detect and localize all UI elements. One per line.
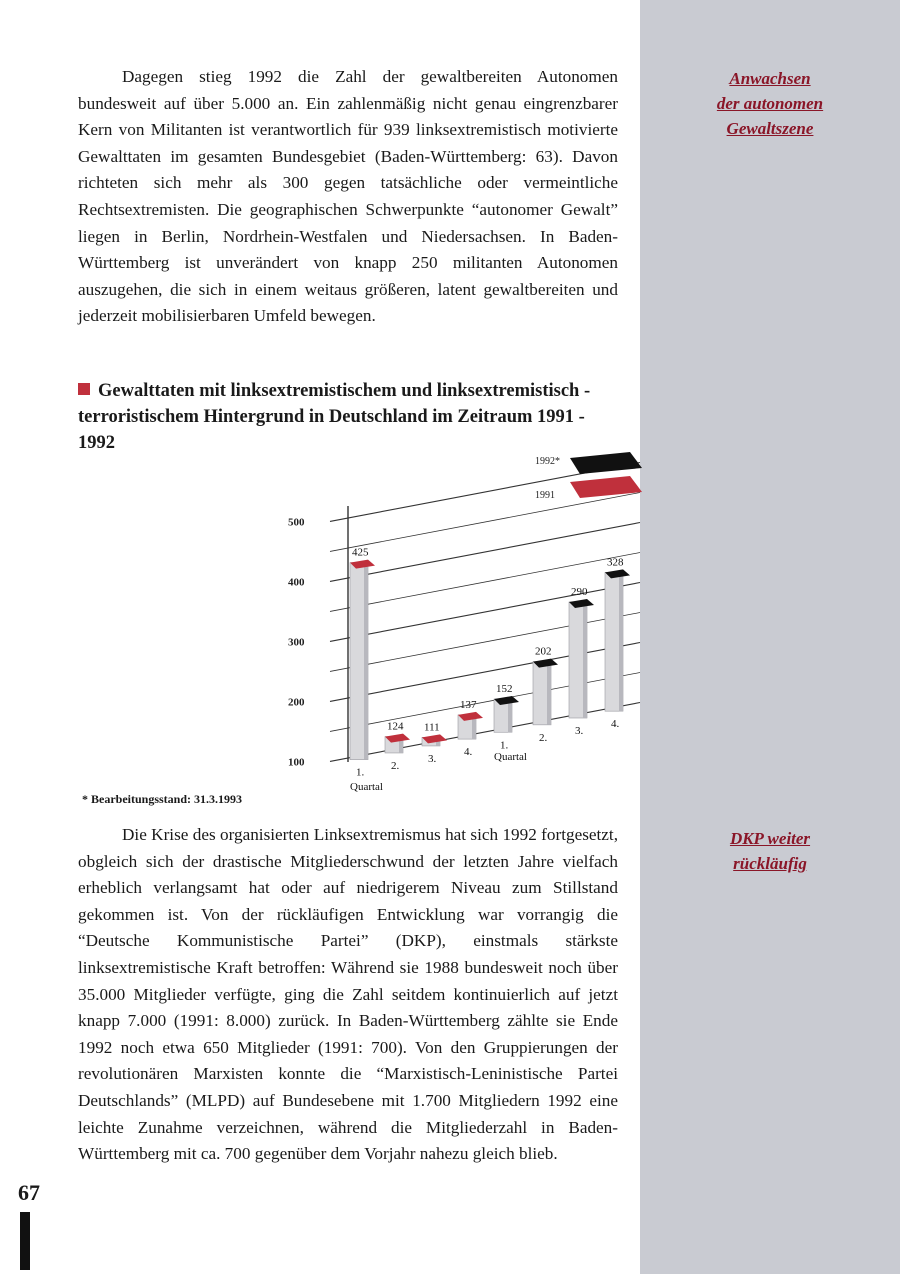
data-label: 137: [460, 698, 477, 711]
gridline: [330, 493, 640, 552]
gridline: [330, 523, 640, 582]
page-marker-bar: [20, 1212, 30, 1270]
chart-title-text: Gewalttaten mit linksextremistischem und linksextremistisch - terroristischem Hintergrund in Deutschland im Zeitraum 1991 - 1992: [78, 381, 591, 453]
bullet-square-icon: [78, 383, 90, 395]
data-label: 202: [535, 645, 552, 658]
quartal-label-1991: Quartal: [350, 781, 383, 793]
data-label: 152: [496, 683, 513, 696]
category-label: 4.: [464, 746, 473, 759]
sidebar-heading-autonome: Anwachsen der autonomen Gewaltszene: [716, 69, 824, 138]
chart: [280, 440, 645, 795]
paragraph-dkp: [78, 822, 618, 1168]
category-label: 2.: [539, 731, 548, 744]
y-tick-label: 500: [288, 516, 305, 529]
paragraph-autonome-text: Dagegen stieg 1992 die Zahl der gewaltbereiten Autonomen bundesweit auf über 5.000 an. Ein zahlenmäßig nicht genau eingrenzbarer Kern von Militanten ist verantwortlich für 939 linksextremistisch motivierte Gewalttaten im gesamten Bundesgebiet (Baden-Württemberg: 63). Davon richteten sich mehr als 300 gegen tatsächliche oder vermeintliche Rechtsextremisten. Die geographischen Schwerpunkte “autonomer Gewalt” liegen in Berlin, Nordrhein-Westfalen und Niedersachsen. In Baden-Württemberg ist unverändert von knapp 250 militanten Autonomen auszugehen, die sich in einem weitaus größeren, latent gewaltbereiten und jederzeit mobilisierbaren Umfeld bewegen.: [78, 67, 618, 326]
sidebar-heading-dkp: DKP weiter rückläufig: [729, 829, 811, 873]
y-tick-label: 400: [288, 576, 305, 589]
gridline: [330, 703, 640, 762]
paragraph-autonome: [78, 64, 618, 330]
gridline: [330, 643, 640, 702]
footnote: * Bearbeitungsstand: 31.3.1993: [82, 792, 243, 806]
bar-side: [399, 740, 403, 753]
bar-side: [472, 718, 476, 739]
category-label: 1.: [356, 766, 365, 779]
data-label: 111: [424, 721, 440, 734]
gridline: [330, 613, 640, 672]
legend-swatch: [570, 452, 642, 474]
legend-swatch: [570, 476, 642, 498]
y-tick-label: 200: [288, 696, 305, 709]
quartal-label-1992: Quartal: [494, 751, 527, 763]
gridline: [330, 553, 640, 612]
gridline: [330, 673, 640, 732]
paragraph-dkp-text: Die Krise des organisierten Linksextremismus hat sich 1992 fortgesetzt, obgleich sich der drastische Mitgliederschwund der letzten Jahre vielfach erheblich verlangsamt hat oder auf niedrigerem Niveau zum Stillstand gekommen ist. Von der rückläufigen Entwicklung war vorrangig die “Deutsche Kommunistische Partei” (DKP), einstmals stärkste linksextremistische Kraft betroffen: Während sie 1988 bundesweit noch über 35.000 Mitglieder verfügte, ging die Zahl seitdem kontinuierlich auf jetzt knapp 7.000 (1991: 8.000) zurück. In Baden-Württemberg zählte sie Ende 1992 noch etwa 650 Mitglieder (1991: 700). Von den Gruppierungen der revolutionären Marxisten konnte die “Marxistisch-Leninistische Partei Deutschlands” (MLPD) auf Bundesebene mit 1.700 Mitgliedern 1992 eine leichte Zunahme verzeichnen, während die Mitgliederzahl in Baden-Württemberg mit ca. 700 gegenüber dem Vorjahr nahezu gleich blieb.: [78, 825, 618, 1164]
y-tick-label: 300: [288, 636, 305, 649]
sidebar: [640, 0, 900, 1274]
category-label: 1.: [500, 739, 509, 752]
legend-label: 1992*: [535, 456, 560, 467]
bar-side: [508, 702, 512, 732]
bar-side: [619, 575, 623, 711]
bar-side: [583, 605, 587, 718]
data-label: 290: [571, 586, 588, 599]
category-label: 3.: [575, 725, 584, 738]
gridline: [330, 583, 640, 642]
data-label: 124: [387, 720, 404, 733]
y-tick-label: 100: [288, 756, 305, 769]
bar-side: [547, 665, 551, 725]
category-label: 4.: [611, 718, 620, 731]
category-label: 2.: [391, 759, 400, 772]
legend-label: 1991: [535, 490, 555, 501]
data-label: 328: [607, 556, 624, 569]
page-number: 67: [18, 1180, 40, 1205]
category-label: 3.: [428, 752, 437, 765]
bar-side: [364, 566, 368, 760]
data-label: 425: [352, 546, 369, 559]
